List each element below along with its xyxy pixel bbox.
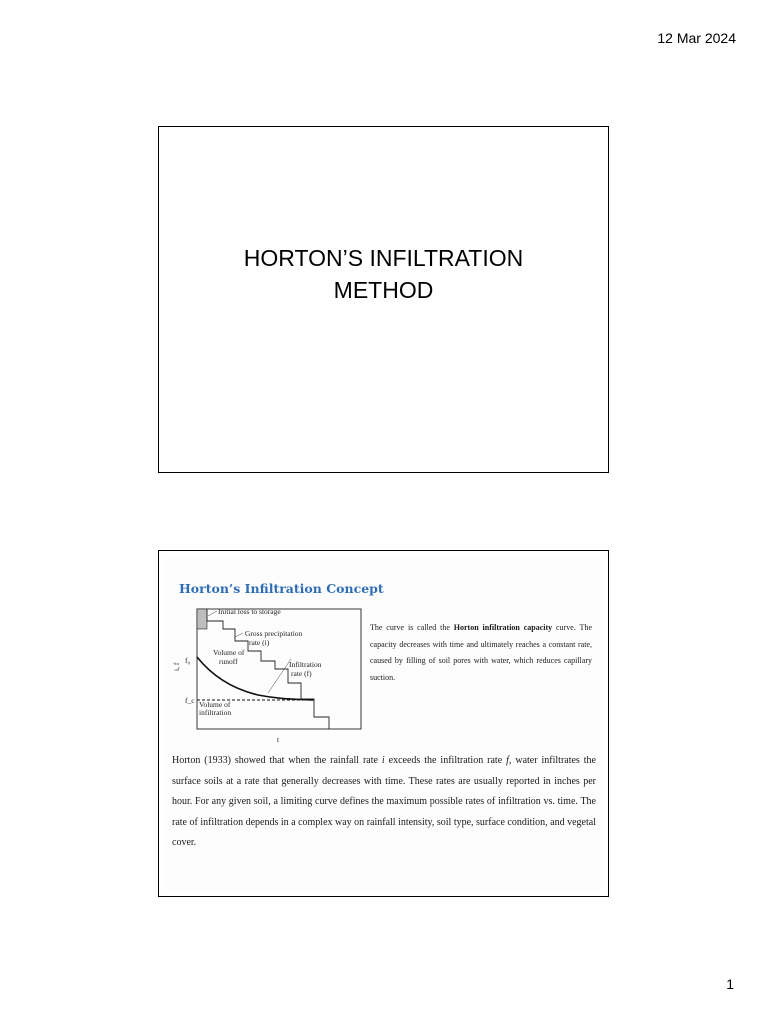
body-var-f: f <box>506 755 509 766</box>
body-part-2: exceeds the infiltration rate <box>384 755 507 766</box>
title-line-1: HORTON’S INFILTRATION <box>243 245 524 271</box>
label-infiltration-rate-1: Infiltration <box>289 660 322 669</box>
label-volume-runoff-1: Volume of <box>213 648 245 657</box>
slide-horton-concept <box>158 550 609 897</box>
body-part-1: Horton (1933) showed that when the rainfall rate <box>172 755 382 766</box>
label-volume-infiltration-2: infiltration <box>199 708 232 717</box>
slide-title-text <box>159 242 608 306</box>
side-text-bold: Horton infiltration capacity <box>453 623 553 632</box>
label-gross-precip-1: Gross precipitation <box>245 629 303 638</box>
page-number: 1 <box>726 976 734 992</box>
label-fc: f_c <box>185 696 195 705</box>
concept-heading: Horton’s Infiltration Concept <box>179 581 384 596</box>
side-description <box>370 620 592 686</box>
header-date: 12 Mar 2024 <box>657 30 736 46</box>
label-volume-runoff-2: runoff <box>219 657 238 666</box>
body-var-i: i <box>381 755 385 766</box>
slide-image-content <box>165 557 602 890</box>
body-paragraph <box>172 751 596 854</box>
horton-infiltration-figure <box>173 599 363 749</box>
label-initial-loss: Initial loss to storage <box>218 607 281 616</box>
side-text-after: curve. The capacity decreases with time and ultimately reaches a constant rate, caused by filling of soil pores with water, which reduces capillary suction. <box>370 623 592 682</box>
label-x-axis: t <box>277 735 280 744</box>
slide-title <box>158 126 609 473</box>
side-text-before: The curve is called the <box>370 623 454 632</box>
body-part-3: , water infiltrates the surface soils at a rate that generally decreases with time. These rates are usually reported in inches per hour. For any given soil, a limiting curve defines the maximum possible rates of infiltration vs. time. The rate of infiltration depends in a complex way on rainfall intensity, soil type, surface condition, and vegetal cover. <box>172 755 596 848</box>
label-f0: f₀ <box>185 656 191 665</box>
label-infiltration-rate-2: rate (f) <box>291 669 312 678</box>
label-gross-precip-2: rate (i) <box>249 638 270 647</box>
title-line-2: METHOD <box>333 277 434 303</box>
label-y-axis: i, f <box>172 662 181 671</box>
initial-loss-area <box>197 609 207 629</box>
label-volume-infiltration-1: Volume of <box>199 700 231 709</box>
